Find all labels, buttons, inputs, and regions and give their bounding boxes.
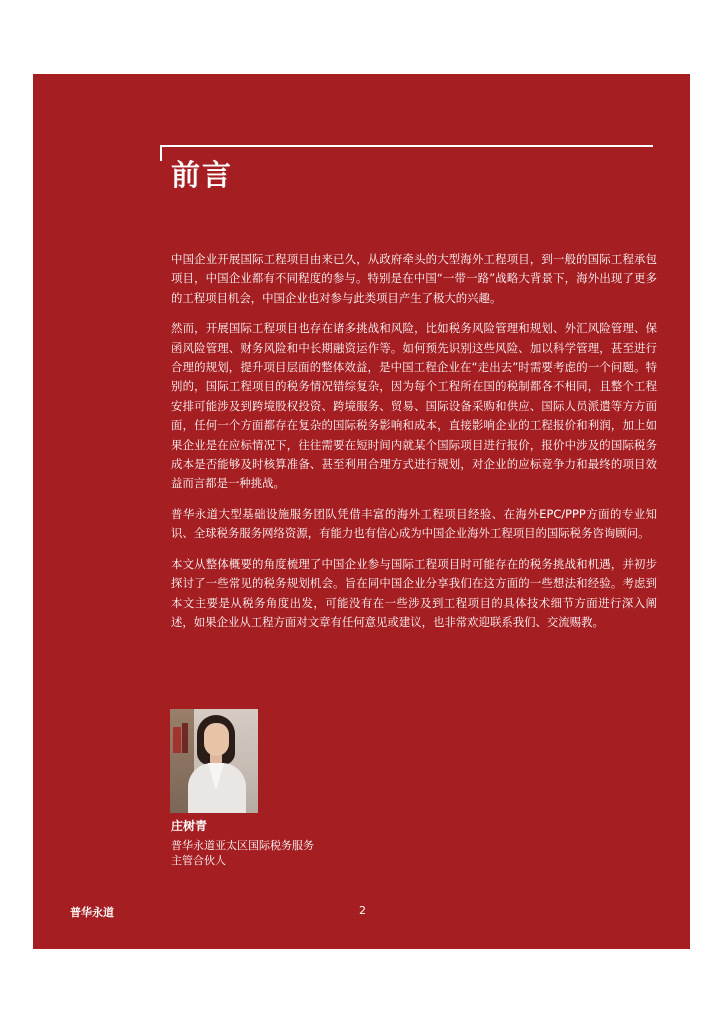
body-text [171,250,657,643]
footer-brand: 普华永道 [70,906,114,919]
paragraph-2: 然而，开展国际工程项目也存在诸多挑战和风险，比如税务风险管理和规划、外汇风险管理、保函风险管理、财务风险和中长期融资运作等。如何预先识别这些风险、加以科学管理，甚至进行合理的规划，提升项目层面的整体效益，是中国工程企业在“走出去”时需要考虑的一个问题。特别的，国际工程项目的税务情况错综复杂，因为每个工程所在国的税制都各不相同，且整个工程安排可能涉及到跨境股权投资、跨境服务、贸易、国际设备采购和供应、国际人员派遣等方方面面，任何一个方面都存在复杂的国际税务影响和成本，直接影响企业的工程报价和利润，加上如果企业是在应标情况下，往往需要在短时间内就某个国际项目进行报价，报价中涉及的国际税务成本是否能够及时核算准备、甚至利用合理方式进行规划，对企业的应标竞争力和最终的项目效益而言都是一种挑战。 [171,321,657,491]
page-title: 前言 [171,158,234,192]
paragraph-1: 中国企业开展国际工程项目由来已久，从政府牵头的大型海外工程项目，到一般的国际工程承包项目，中国企业都有不同程度的参与。特别是在中国“一带一路”战略大背景下，海外出现了更多的工程项目机会，中国企业也对参与此类项目产生了极大的兴趣。 [171,252,657,305]
paragraph-4: 本文从整体概要的角度梳理了中国企业参与国际工程项目时可能存在的税务挑战和机遇，并初步探讨了一些常见的税务规划机会。旨在同中国企业分享我们在这方面的一些想法和经验。考虑到本文主要是从税务角度出发，可能没有在一些涉及到工程项目的具体技术细节方面进行深入阐述，如果企业从工程方面对文章有任何意见或建议，也非常欢迎联系我们、交流赐教。 [171,556,657,629]
title-rule [160,145,653,147]
author-title-line-1: 普华永道亚太区国际税务服务 [171,839,314,852]
author-title-line-2: 主管合伙人 [171,854,226,867]
title-corner-mark [160,145,162,161]
document-page [33,74,690,949]
author-name: 庄树青 [171,819,208,833]
page-number: 2 [359,904,366,917]
paragraph-3: 普华永道大型基础设施服务团队凭借丰富的海外工程项目经验、在海外EPC/PPP方面的专业知识、全球税务服务网络资源，有能力也有信心成为中国企业海外工程项目的国际税务咨询顾问。 [171,506,657,541]
author-photo [170,709,258,813]
author-title [171,838,314,868]
